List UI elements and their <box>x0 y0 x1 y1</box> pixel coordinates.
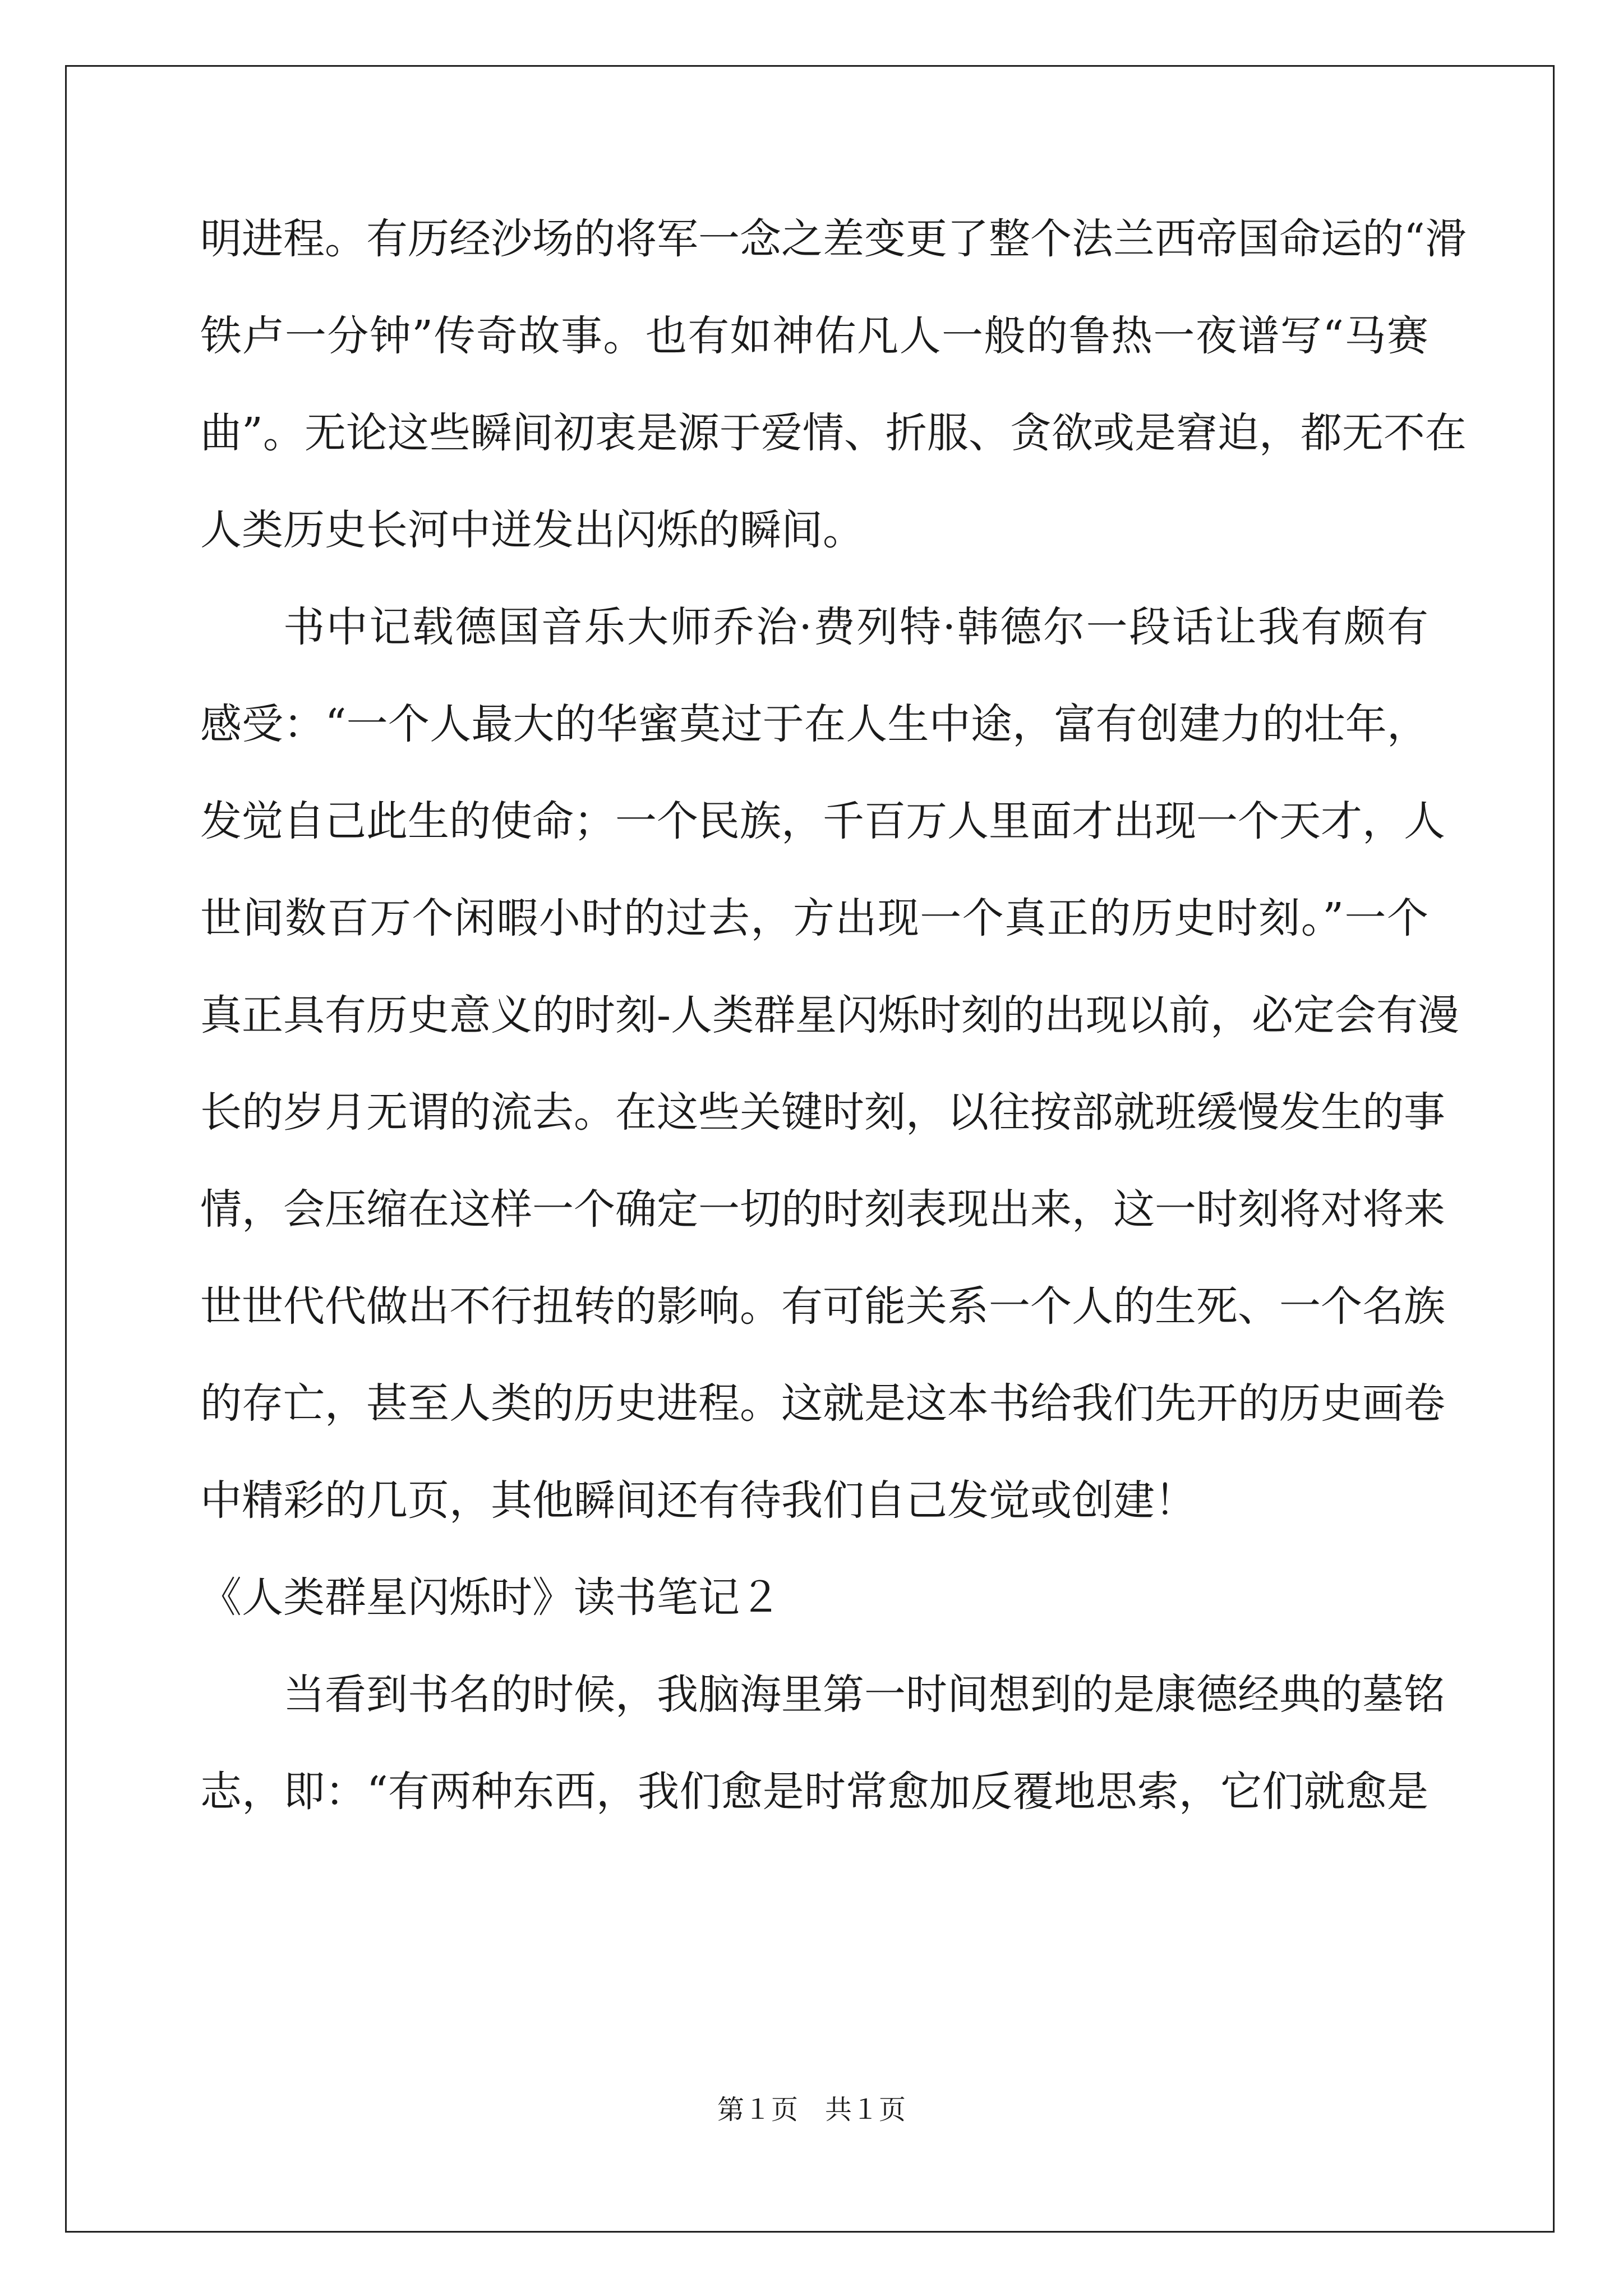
paragraph-1 <box>200 191 1467 579</box>
text-line: 志，即：“有两种东西，我们愈是时常愈加反覆地思索，它们就愈是 <box>200 1768 1428 1816</box>
text-line: 发觉自己此生的使命；一个民族，千百万人里面才出现一个天才，人 <box>200 797 1445 845</box>
text-line: 真正具有历史意义的时刻-人类群星闪烁时刻的出现以前，必定会有漫 <box>200 991 1460 1039</box>
text-line: 明进程。有历经沙场的将军一念之差变更了整个法兰西帝国命运的“滑 <box>200 215 1467 263</box>
document-body <box>200 191 1467 1841</box>
text-line: 书中记载德国音乐大师乔治·费列特·韩德尔一段话让我有颇有 <box>283 603 1428 651</box>
text-line: 世世代代做出不行扭转的影响。有可能关系一个人的生死、一个名族 <box>200 1282 1445 1331</box>
text-line: 铁卢一分钟”传奇故事。也有如神佑凡人一般的鲁热一夜谱写“马赛 <box>200 312 1428 360</box>
text-line: 的存亡，甚至人类的历史进程。这就是这本书给我们先开的历史画卷 <box>200 1379 1445 1428</box>
text-line: 世间数百万个闲暇小时的过去，方出现一个真正的历史时刻。”一个 <box>200 894 1428 942</box>
section-heading: 《人类群星闪烁时》读书笔记２ <box>200 1573 781 1622</box>
paragraph-2 <box>200 579 1460 1549</box>
text-line: 曲”。无论这些瞬间初衷是源于爱情、折服、贪欲或是窘迫，都无不在 <box>200 409 1467 457</box>
text-line: 长的岁月无谓的流去。在这些关键时刻，以往按部就班缓慢发生的事 <box>200 1088 1445 1137</box>
text-line: 感受：“一个人最大的华蜜莫过于在人生中途，富有创建力的壮年， <box>200 700 1428 748</box>
page-footer: 第１页 共１页 <box>717 2094 906 2125</box>
paragraph-3 <box>200 1646 1445 1841</box>
text-line: 中精彩的几页，其他瞬间还有待我们自己发觉或创建！ <box>200 1476 1196 1525</box>
text-line: 当看到书名的时候，我脑海里第一时间想到的是康德经典的墓铭 <box>283 1671 1445 1719</box>
text-line: 人类历史长河中迸发出闪烁的瞬间。 <box>200 506 864 554</box>
text-line: 情，会压缩在这样一个确定一切的时刻表现出来，这一时刻将对将来 <box>200 1185 1445 1234</box>
